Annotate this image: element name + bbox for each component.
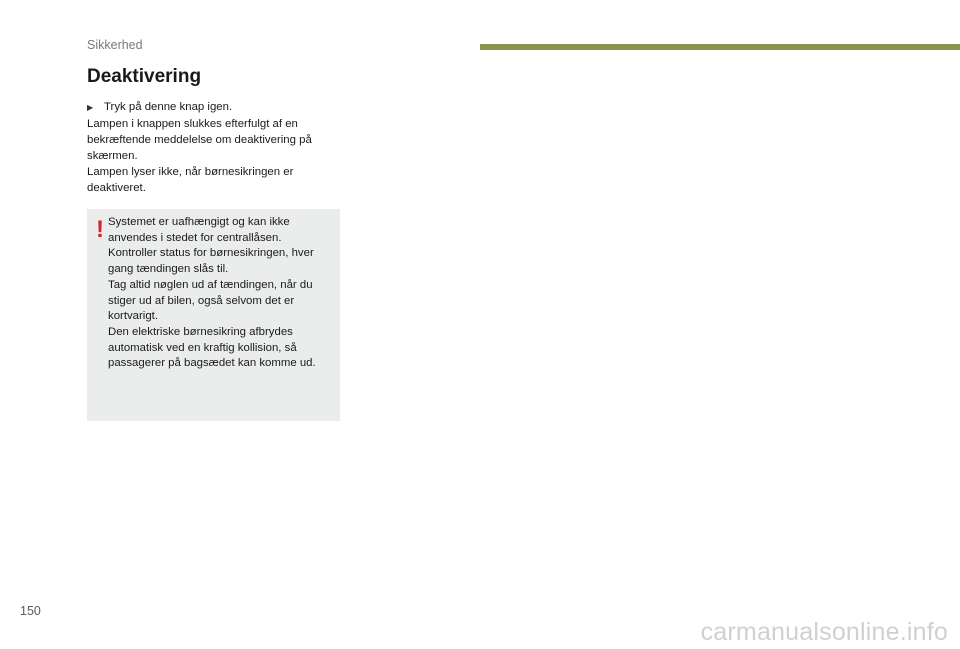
section-label: Sikkerhed — [87, 38, 143, 52]
triangle-right-icon: ▶ — [87, 103, 94, 112]
body-text — [87, 99, 337, 196]
paragraph: Lampen i knappen slukkes efterfulgt af en bekræftende meddelelse om deaktivering på skærmen. — [87, 118, 312, 162]
page-heading: Deaktivering — [87, 66, 202, 87]
warning-line: Systemet er uafhængigt og kan ikke anvendes i stedet for centrallåsen. — [108, 216, 290, 244]
warning-exclamation-icon: ! — [96, 216, 104, 243]
warning-line: Kontroller status for børnesikringen, hver gang tændingen slås til. — [108, 247, 314, 276]
warning-box — [87, 209, 340, 421]
paragraph: Lampen lyser ikke, når børnesikringen er deaktiveret. — [87, 166, 294, 194]
page-number: 150 — [20, 604, 41, 618]
section-accent-bar — [480, 44, 960, 50]
bullet-item — [87, 99, 337, 116]
warning-text — [108, 215, 336, 372]
warning-line: Den elektriske børnesikring afbrydes automatisk ved en kraftig kollision, så passagerer på bagsædet kan komme ud. — [108, 325, 316, 370]
bullet-text: Tryk på denne knap igen. — [104, 101, 233, 113]
warning-line: Tag altid nøglen ud af tændingen, når du stiger ud af bilen, også selvom det er kortvarigt. — [108, 278, 313, 323]
watermark-text: carmanualsonline.info — [700, 618, 948, 646]
